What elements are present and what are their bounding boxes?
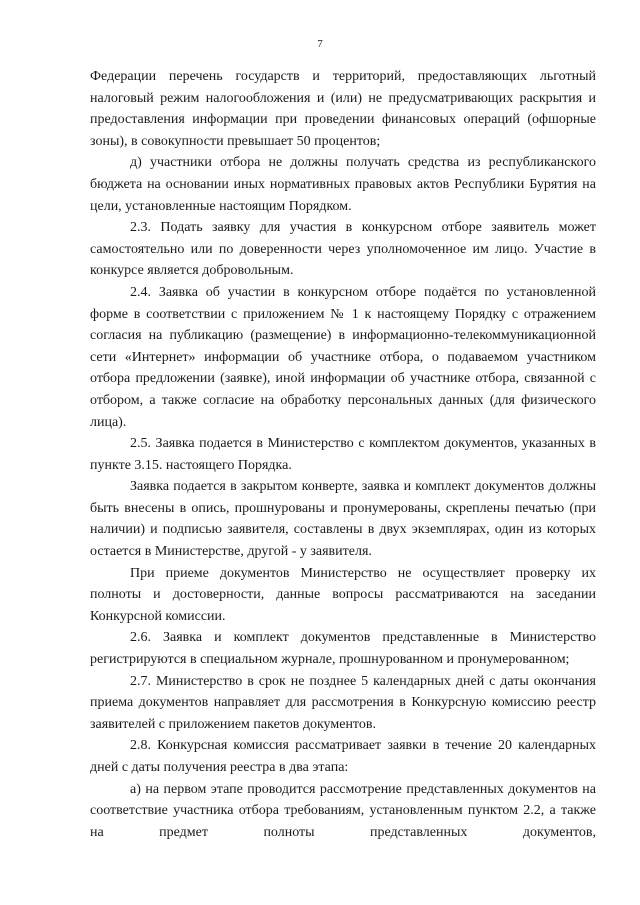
page-number: 7 <box>317 38 323 50</box>
paragraph-sealed-envelope: Заявка подается в закрытом конверте, заявка и комплект документов должны быть внесены в опись, прошнурованы и пронумерованы, скреплены печатью (при наличии) и подписью заявителя, составлены в двух экземплярах, один из которых остается в Министерстве, другой - у заявителя. <box>90 479 596 560</box>
paragraph-offshore-continuation: Федерации перечень государств и территорий, предоставляющих льготный налоговый режим налогообложения и (или) не предусматривающих раскрытия и предоставления информации при проведении финансовых операций (офшорные зоны), в совокупности превышает 50 процентов; <box>90 69 596 149</box>
paragraph-2-8: 2.8. Конкурсная комиссия рассматривает заявки в течение 20 календарных дней с даты получения реестра в два этапа: <box>90 738 596 775</box>
paragraph-2-4: 2.4. Заявка об участии в конкурсном отборе подаётся по установленной форме в соответствии с приложением № 1 к настоящему Порядку с отражением согласия на публикацию (размещение) в информационно-телекоммуникационной сети «Интернет» информации об участнике отбора, о подаваемом участником отбора предложении (заявке), иной информации об участнике отбора, связанной с отбором, а также согласие на обработку персональных данных (для физического лица). <box>90 284 596 430</box>
paragraph-document-check: При приеме документов Министерство не осуществляет проверку их полноты и достоверности, данные вопросы рассматриваются на заседании Конкурсной комиссии. <box>90 565 596 624</box>
paragraph-2-5: 2.5. Заявка подается в Министерство с комплектом документов, указанных в пункте 3.15. настоящего Порядка. <box>90 436 596 473</box>
document-body <box>90 66 596 843</box>
paragraph-2-3: 2.3. Подать заявку для участия в конкурсном отборе заявитель может самостоятельно или по доверенности через уполномоченное им лицо. Участие в конкурсе является добровольным. <box>90 220 596 279</box>
paragraph-2-6: 2.6. Заявка и комплект документов представленные в Министерство регистрируются в специальном журнале, прошнурованном и пронумерованном; <box>90 630 596 668</box>
paragraph-item-d: д) участники отбора не должны получать средства из республиканского бюджета на основании иных нормативных правовых актов Республики Бурятия на цели, установленные настоящим Порядком. <box>90 155 596 214</box>
paragraph-item-a: а) на первом этапе проводится рассмотрение представленных документов на соответствие участника отбора требованиям, установленным пунктом 2.2, а также на предмет полноты представленных документов, <box>90 781 596 840</box>
paragraph-2-7: 2.7. Министерство в срок не позднее 5 календарных дней с даты окончания приема документов направляет для рассмотрения в Конкурсную комиссию реестр заявителей с приложением пакетов документов. <box>90 673 596 732</box>
